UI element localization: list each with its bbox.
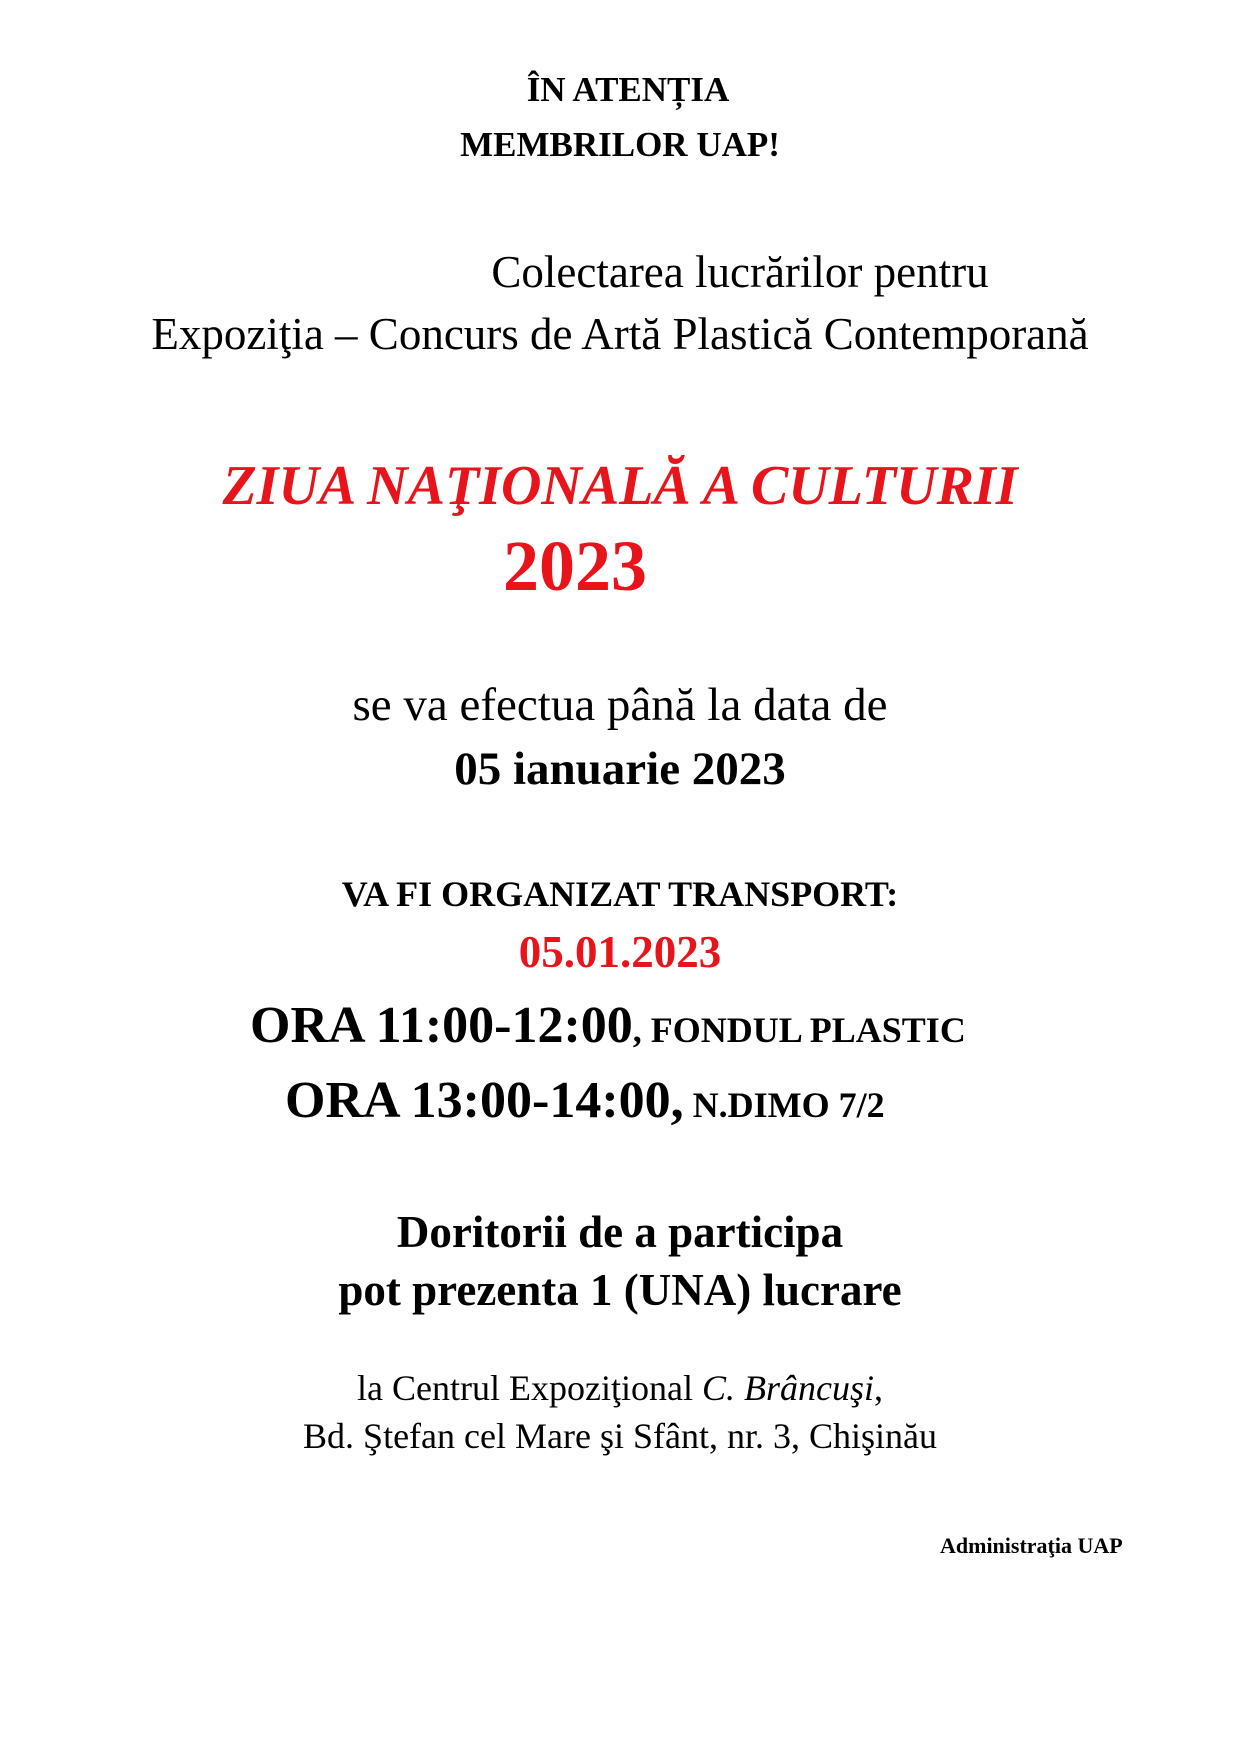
collection-intro-line-1: Colectarea lucrărilor pentru	[491, 247, 989, 297]
venue-prefix: la Centrul Expoziţional	[357, 1368, 702, 1408]
deadline-text: se va efectua până la data de	[352, 679, 888, 731]
venue-suffix: ,	[873, 1368, 883, 1408]
transport-slot-location: N.DIMO 7/2	[692, 1085, 885, 1125]
transport-slot-time: ORA 13:00-14:00,	[285, 1072, 684, 1129]
event-year: 2023	[503, 526, 647, 606]
participation-line-2: pot prezenta 1 (UNA) lucrare	[338, 1265, 902, 1315]
transport-slot-separator	[684, 1085, 693, 1125]
signature: Administraţia UAP	[940, 1533, 1123, 1558]
notice-heading-line-1: ÎN ATENȚIA	[526, 70, 730, 109]
collection-intro-line-2: Expoziţia – Concurs de Artă Plastică Contemporană	[151, 309, 1089, 359]
event-title: ZIUA NAŢIONALĂ A CULTURII	[222, 455, 1018, 517]
transport-slot-separator: ,	[632, 1010, 651, 1050]
deadline-date: 05 ianuarie 2023	[454, 743, 786, 795]
transport-slot-2	[285, 1072, 885, 1129]
transport-slot-time: ORA 11:00-12:00	[250, 997, 633, 1054]
notice-heading-line-2: MEMBRILOR UAP!	[460, 125, 780, 164]
participation-line-1: Doritorii de a participa	[396, 1207, 844, 1257]
venue-line	[0, 1370, 1240, 1406]
transport-slot-1	[250, 997, 966, 1054]
venue-address: Bd. Ştefan cel Mare şi Sfânt, nr. 3, Chişinău	[303, 1416, 937, 1456]
venue-name: C. Brâncuşi	[701, 1368, 874, 1408]
transport-heading: VA FI ORGANIZAT TRANSPORT:	[341, 874, 899, 914]
transport-slot-location: FONDUL PLASTIC	[650, 1010, 966, 1050]
transport-date: 05.01.2023	[518, 927, 722, 977]
